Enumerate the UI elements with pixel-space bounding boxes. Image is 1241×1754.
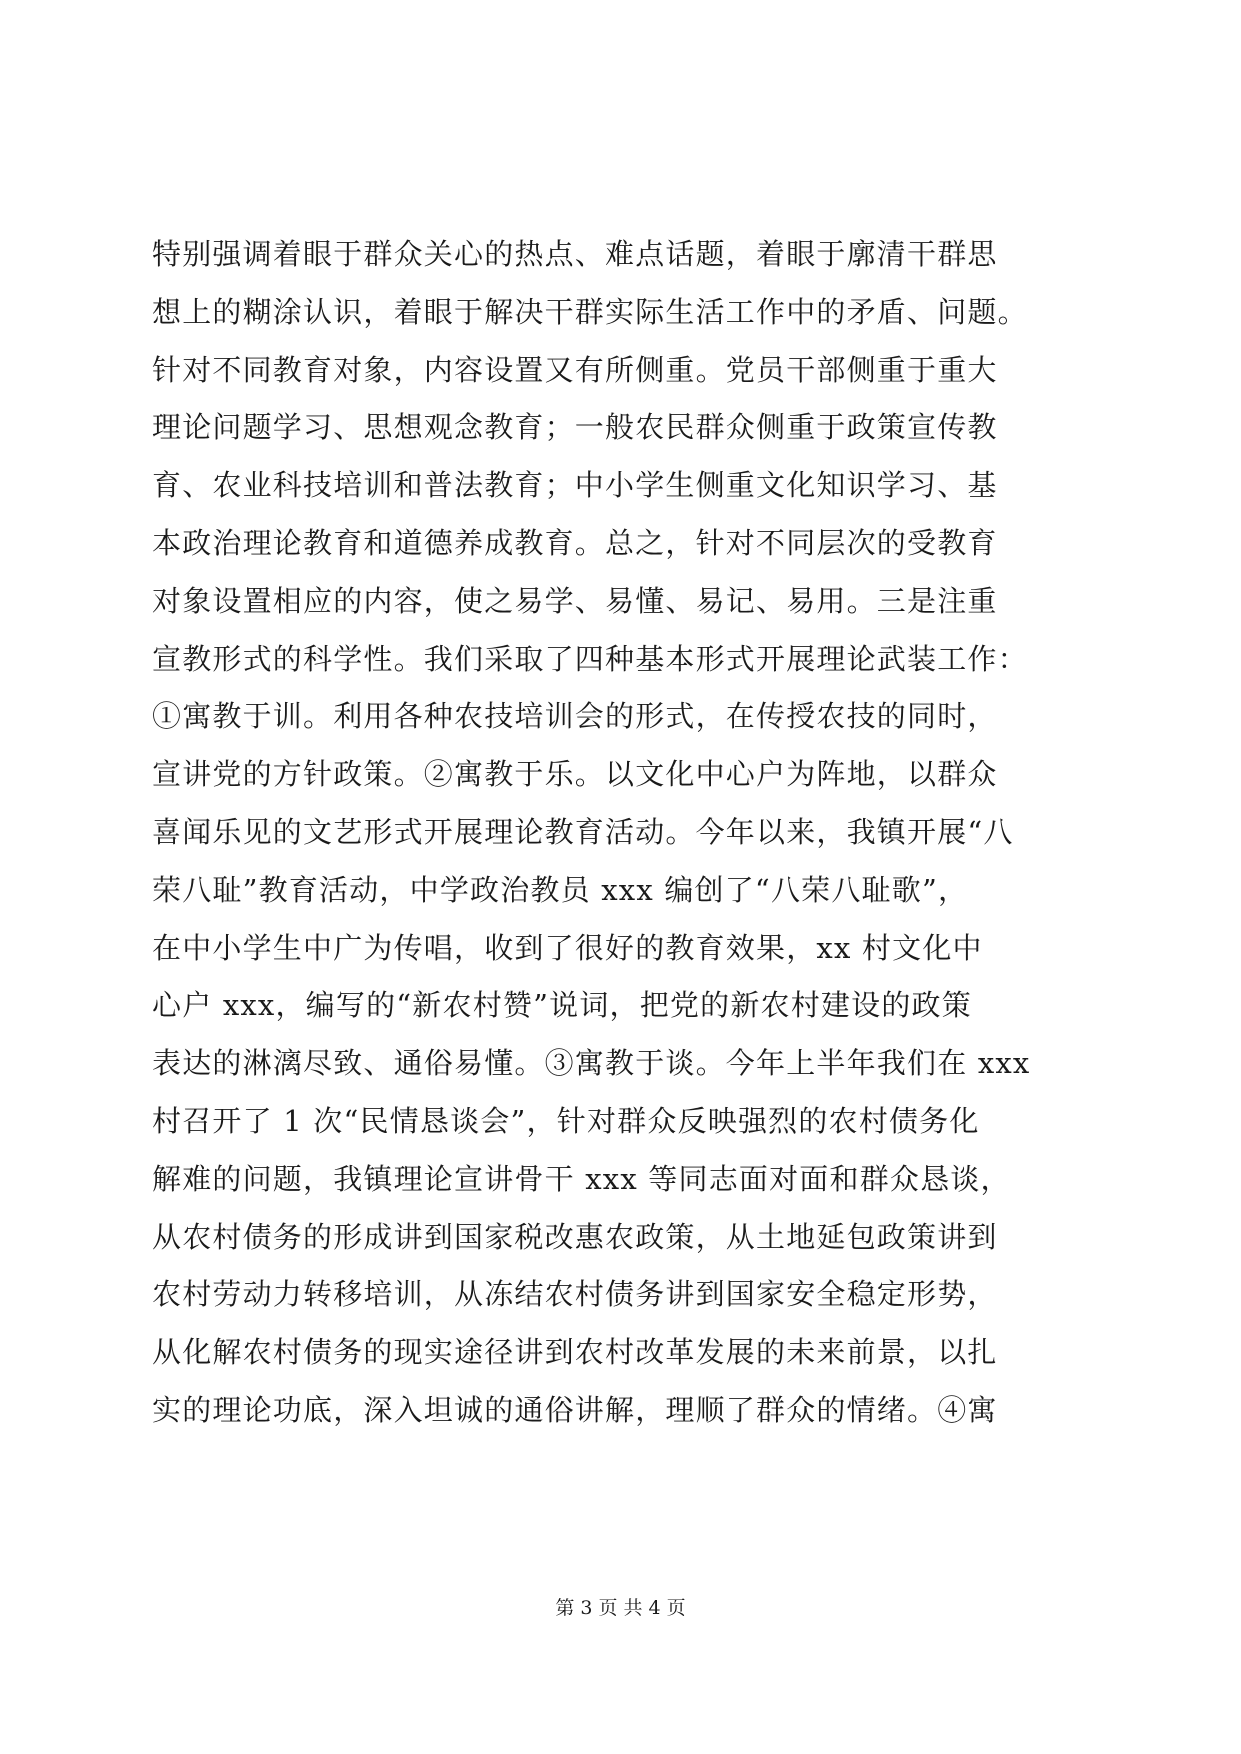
text-line: 喜闻乐见的文艺形式开展理论教育活动。今年以来，我镇开展“八: [152, 814, 1014, 849]
text-line: 农村劳动力转移培训，从冻结农村债务讲到国家安全稳定形势，: [152, 1277, 998, 1312]
text-line: 表达的淋漓尽致、通俗易懂。③寓教于谈。今年上半年我们在 xxx: [152, 1046, 1031, 1081]
text-line: 特别强调着眼于群众关心的热点、难点话题，着眼于廓清干群思: [152, 237, 998, 271]
text-line: 针对不同教育对象，内容设置又有所侧重。党员干部侧重于重大: [152, 352, 998, 387]
text-line: 实的理论功底，深入坦诚的通俗讲解，理顺了群众的情绪。④寓: [152, 1392, 998, 1427]
text-line: 育、农业科技培训和普法教育；中小学生侧重文化知识学习、基: [152, 468, 998, 503]
page-number-label: 第 3 页 共 4 页: [555, 1597, 686, 1619]
text-line: 从化解农村债务的现实途径讲到农村改革发展的未来前景，以扎: [152, 1335, 998, 1370]
text-line: 宣教形式的科学性。我们采取了四种基本形式开展理论武装工作：: [152, 641, 1028, 676]
text-line: 心户 xxx，编写的“新农村赞”说词，把党的新农村建设的政策: [152, 988, 972, 1023]
text-line: 理论问题学习、思想观念教育；一般农民群众侧重于政策宣传教: [152, 410, 998, 445]
text-line: 从农村债务的形成讲到国家税改惠农政策，从土地延包政策讲到: [152, 1219, 998, 1254]
text-line: 本政治理论教育和道德养成教育。总之，针对不同层次的受教育: [152, 525, 998, 560]
text-line: 宣讲党的方针政策。②寓教于乐。以文化中心户为阵地，以群众: [152, 757, 998, 792]
text-line: 荣八耻”教育活动，中学政治教员 xxx 编创了“八荣八耻歌”，: [152, 872, 969, 907]
text-line: 村召开了 1 次“民情恳谈会”，针对群众反映强烈的农村债务化: [152, 1103, 980, 1138]
body-text: [152, 226, 1112, 1440]
text-line: 在中小学生中广为传唱，收到了很好的教育效果，xx 村文化中: [152, 930, 983, 965]
text-line: 想上的糊涂认识，着眼于解决干群实际生活工作中的矛盾、问题。: [152, 294, 1028, 329]
page-footer: [0, 1596, 1241, 1620]
text-line: 解难的问题，我镇理论宣讲骨干 xxx 等同志面对面和群众恳谈，: [152, 1161, 1011, 1196]
text-line: ①寓教于训。利用各种农技培训会的形式，在传授农技的同时，: [152, 699, 998, 734]
text-line: 对象设置相应的内容，使之易学、易懂、易记、易用。三是注重: [152, 583, 998, 618]
